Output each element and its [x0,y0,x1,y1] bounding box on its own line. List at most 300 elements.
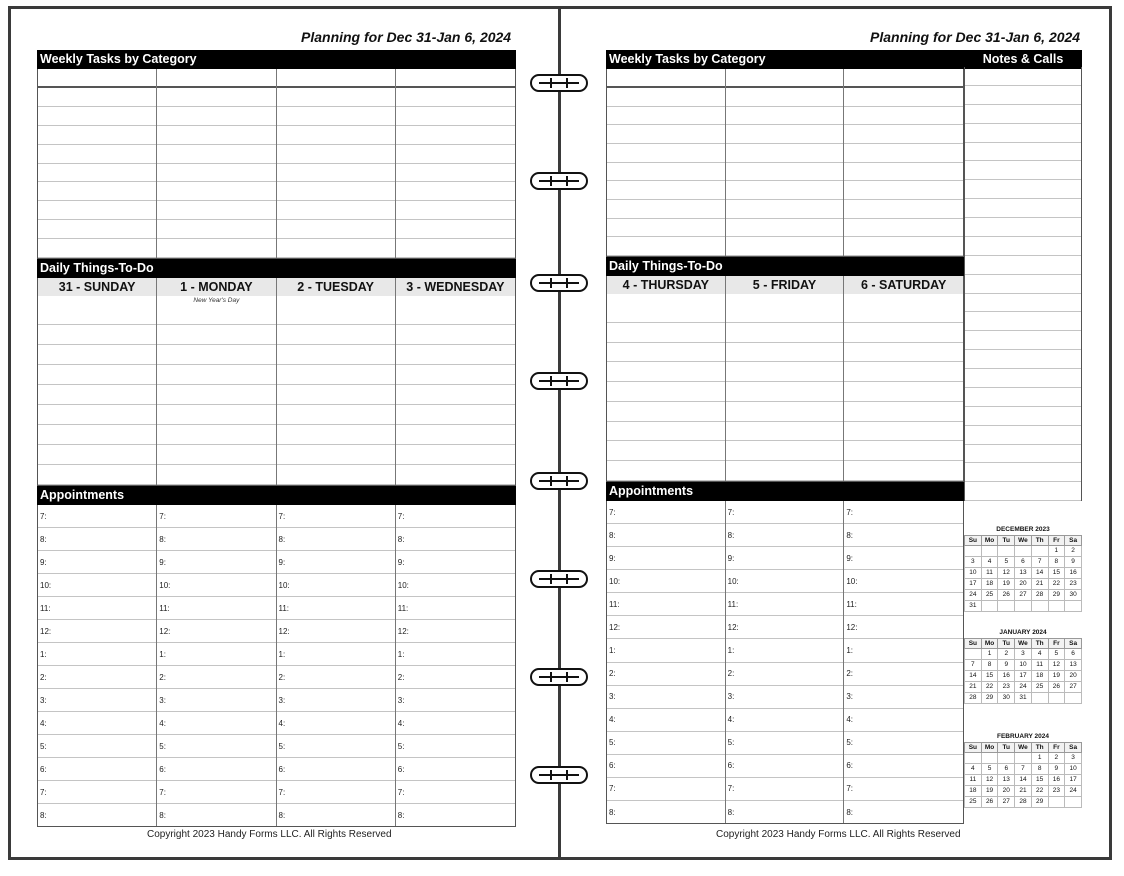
appointment-slot[interactable]: 8: [159,810,166,820]
task-line[interactable] [277,182,395,201]
task-line[interactable] [844,200,963,219]
appointment-slot[interactable]: 10: [157,574,275,597]
appointment-slot[interactable]: 12: [157,620,275,643]
calendar-day [1048,693,1065,704]
todo-line[interactable] [607,343,725,363]
appointment-slot[interactable]: 10: [277,574,395,597]
task-line[interactable] [277,88,395,107]
calendar-day [1065,693,1082,704]
task-line[interactable] [38,220,156,239]
todo-line[interactable] [726,382,844,402]
todo-line[interactable] [38,465,156,485]
calendar-day: 5 [1048,649,1065,660]
task-line[interactable] [157,88,275,107]
task-line[interactable] [607,125,725,144]
weekday-label: We [1015,743,1032,753]
calendar-day: 1 [981,649,998,660]
notes-line[interactable] [965,369,1081,388]
appointment-slot[interactable]: 8: [277,528,395,551]
appointment-slot[interactable]: 7: [396,781,515,804]
appointment-slot[interactable]: 3: [157,689,275,712]
notes-line[interactable] [965,407,1081,426]
appointment-slot[interactable]: 12: [844,616,963,639]
todo-line[interactable] [607,422,725,442]
binder-ring-icon [525,370,593,392]
notes-line[interactable] [965,388,1081,407]
task-line[interactable] [726,125,844,144]
task-line[interactable] [38,182,156,201]
todo-line[interactable] [607,461,725,481]
task-line[interactable] [396,88,515,107]
appointment-slot[interactable]: 2: [607,663,725,686]
task-line[interactable] [157,201,275,220]
calendar-day [1015,546,1032,557]
appointment-slot[interactable]: 10: [396,574,515,597]
appointment-slot[interactable]: 10: [38,574,156,597]
appointment-slot[interactable]: 2: [396,666,515,689]
todo-line[interactable] [38,425,156,445]
appointment-slot[interactable]: 1: [277,643,395,666]
appointment-slot[interactable]: 8: [726,524,844,547]
appointment-slot[interactable]: 9: [726,547,844,570]
task-line[interactable] [607,88,725,107]
todo-line[interactable] [726,441,844,461]
calendar-day: 29 [1031,797,1048,808]
task-line[interactable] [607,237,725,256]
appointment-slot[interactable]: 5: [726,732,844,755]
task-line[interactable] [844,163,963,182]
task-category-header[interactable] [844,69,963,88]
todo-line[interactable] [277,325,395,345]
appointment-slot[interactable]: 7: [277,781,395,804]
notes-line[interactable] [965,445,1081,464]
appointment-slot[interactable]: 6: [607,755,725,778]
appointment-slot[interactable]: 3: [396,689,515,712]
todo-line[interactable] [277,385,395,405]
appointment-slot[interactable]: 3: [38,689,156,712]
appointment-slot[interactable]: 2: [38,666,156,689]
appointment-slot[interactable]: 10: [607,570,725,593]
todo-line[interactable] [607,402,725,422]
task-line[interactable] [277,220,395,239]
todo-line[interactable] [396,425,515,445]
task-line[interactable] [277,107,395,126]
appointment-slot[interactable]: 11: [38,597,156,620]
task-line[interactable] [38,88,156,107]
task-column[interactable] [726,69,845,256]
task-line[interactable] [726,181,844,200]
task-line[interactable] [844,144,963,163]
notes-line[interactable] [965,86,1081,105]
appointment-slot[interactable]: 9: [157,551,275,574]
appointment-slot[interactable]: 8: [846,807,853,817]
notes-line[interactable] [965,463,1081,482]
appointment-slot[interactable]: 4: [607,709,725,732]
task-line[interactable] [396,126,515,145]
appointment-slot[interactable]: 4: [726,709,844,732]
notes-line[interactable] [965,161,1081,180]
notes-line[interactable] [965,143,1081,162]
appointment-slot[interactable]: 4: [277,712,395,735]
notes-line[interactable] [965,275,1081,294]
task-line[interactable] [38,145,156,164]
appointment-slot[interactable]: 10: [844,570,963,593]
calendar-day: 19 [998,579,1015,590]
appointment-slot[interactable]: 9: [38,551,156,574]
todo-line[interactable] [157,405,275,425]
appointment-slot[interactable]: 9: [277,551,395,574]
day-header: 6 - SATURDAY [844,276,963,294]
appointment-slot[interactable]: 1: [38,643,156,666]
task-line[interactable] [38,107,156,126]
task-category-header[interactable] [157,69,275,88]
appointment-slot[interactable]: 12: [277,620,395,643]
calendar-day: 19 [1048,671,1065,682]
task-category-header[interactable] [38,69,156,88]
appointment-slot[interactable]: 6: [157,758,275,781]
appointment-slot[interactable]: 4: [396,712,515,735]
notes-line[interactable] [965,180,1081,199]
task-line[interactable] [277,126,395,145]
todo-line[interactable] [38,305,156,325]
todo-line[interactable] [157,385,275,405]
left-daily-todo-bar: Daily Things-To-Do [37,259,516,278]
todo-line[interactable] [844,422,963,442]
task-line[interactable] [157,182,275,201]
appointment-slot[interactable]: 9: [396,551,515,574]
task-line[interactable] [726,219,844,238]
appointment-slot[interactable]: 7: [607,778,725,801]
todo-line[interactable] [844,402,963,422]
appointment-slot[interactable]: 8: [609,807,616,817]
task-column[interactable] [396,69,515,258]
appointment-slot[interactable]: 5: [157,735,275,758]
task-line[interactable] [726,88,844,107]
appointment-slot[interactable]: 3: [607,686,725,709]
task-category-header[interactable] [396,69,515,88]
appointment-slot[interactable]: 12: [726,616,844,639]
task-line[interactable] [844,237,963,256]
todo-line[interactable] [844,382,963,402]
appointment-slot[interactable]: 7: [157,505,275,528]
todo-line[interactable] [607,362,725,382]
todo-line[interactable] [396,465,515,485]
calendar-day: 9 [1065,557,1082,568]
binder-ring-icon [525,170,593,192]
todo-line[interactable] [157,365,275,385]
task-line[interactable] [607,144,725,163]
notes-line[interactable] [965,105,1081,124]
todo-line[interactable] [607,382,725,402]
task-line[interactable] [38,239,156,258]
appointment-slot[interactable]: 12: [607,616,725,639]
todo-line[interactable] [844,461,963,481]
task-column[interactable] [157,69,276,258]
appointment-slot[interactable]: 7: [726,778,844,801]
notes-line[interactable] [965,67,1081,86]
notes-line[interactable] [965,256,1081,275]
appointment-slot[interactable]: 7: [726,501,844,524]
appointment-slot[interactable]: 5: [38,735,156,758]
task-line[interactable] [157,145,275,164]
task-line[interactable] [396,201,515,220]
calendar-day: 7 [1015,764,1032,775]
appointment-slot[interactable]: 6: [726,755,844,778]
appointment-slot[interactable]: 7: [396,505,515,528]
calendar-day: 28 [965,693,982,704]
appointment-slot[interactable]: 7: [844,501,963,524]
task-line[interactable] [396,145,515,164]
task-line[interactable] [726,107,844,126]
appointment-slot[interactable]: 9: [607,547,725,570]
task-line[interactable] [157,126,275,145]
todo-line[interactable] [844,303,963,323]
todo-line[interactable] [396,365,515,385]
calendar-day: 11 [981,568,998,579]
appointment-slot[interactable]: 9: [844,547,963,570]
task-line[interactable] [157,107,275,126]
task-line[interactable] [396,220,515,239]
notes-line[interactable] [965,312,1081,331]
appointment-slot[interactable]: 8: [844,524,963,547]
appointment-slot[interactable]: 5: [277,735,395,758]
notes-calls-lines[interactable] [964,67,1082,501]
appointment-slot[interactable]: 8: [397,810,405,820]
binder-ring-icon [525,764,593,786]
task-line[interactable] [726,163,844,182]
task-line[interactable] [38,164,156,183]
calendar-day: 12 [1048,660,1065,671]
task-line[interactable] [726,237,844,256]
notes-line[interactable] [965,218,1081,237]
appointment-slot[interactable]: 11: [844,593,963,616]
calendar-day: 29 [1048,590,1065,601]
todo-line[interactable] [844,441,963,461]
appointment-slot[interactable]: 11: [157,597,275,620]
appointment-slot[interactable]: 3: [844,686,963,709]
task-line[interactable] [844,219,963,238]
todo-line[interactable] [607,441,725,461]
todo-line[interactable] [726,402,844,422]
notes-line[interactable] [965,237,1081,256]
todo-line[interactable] [396,345,515,365]
appointment-slot[interactable]: 11: [277,597,395,620]
todo-line[interactable] [277,365,395,385]
todo-line[interactable] [277,305,395,325]
appointment-slot[interactable]: 8: [278,810,286,820]
appointment-slot[interactable]: 8: [38,528,156,551]
calendar-day [981,546,998,557]
todo-line[interactable] [726,323,844,343]
todo-line[interactable] [726,461,844,481]
todo-line[interactable] [277,345,395,365]
task-column[interactable] [844,69,963,256]
task-line[interactable] [38,201,156,220]
appointment-slot[interactable]: 4: [844,709,963,732]
task-line[interactable] [607,219,725,238]
calendar-day: 6 [1015,557,1032,568]
task-column[interactable] [607,69,726,256]
calendar-day: 23 [1048,786,1065,797]
appointment-slot[interactable]: 8: [727,807,735,817]
task-line[interactable] [844,181,963,200]
task-line[interactable] [277,145,395,164]
todo-line[interactable] [157,305,275,325]
task-line[interactable] [844,107,963,126]
appointment-slot[interactable]: 7: [607,501,725,524]
day-column [157,278,276,485]
todo-line[interactable] [726,422,844,442]
task-line[interactable] [157,164,275,183]
todo-line[interactable] [844,362,963,382]
appointment-slot[interactable]: 8: [40,810,47,820]
task-line[interactable] [844,125,963,144]
appointment-slot[interactable]: 6: [38,758,156,781]
todo-line[interactable] [38,405,156,425]
task-line[interactable] [157,239,275,258]
appointment-slot[interactable]: 11: [607,593,725,616]
appointment-slot[interactable]: 12: [396,620,515,643]
todo-line[interactable] [277,465,395,485]
appointment-slot[interactable]: 8: [607,524,725,547]
calendar-day: 13 [998,775,1015,786]
task-line[interactable] [396,107,515,126]
appointment-slot[interactable]: 8: [157,528,275,551]
todo-line[interactable] [277,425,395,445]
appointment-slot[interactable]: 6: [277,758,395,781]
todo-line[interactable] [38,345,156,365]
todo-line[interactable] [38,365,156,385]
appointment-slot[interactable]: 7: [844,778,963,801]
appointment-slot[interactable]: 3: [277,689,395,712]
task-line[interactable] [38,126,156,145]
todo-line[interactable] [277,405,395,425]
appointment-slot[interactable]: 7: [277,505,395,528]
appointment-slot[interactable]: 1: [607,639,725,662]
task-line[interactable] [607,163,725,182]
todo-line[interactable] [396,385,515,405]
todo-line[interactable] [38,385,156,405]
task-line[interactable] [277,239,395,258]
task-line[interactable] [396,164,515,183]
left-weekly-tasks-grid[interactable] [37,69,516,259]
calendar-day: 9 [1048,764,1065,775]
todo-line[interactable] [157,445,275,465]
task-category-header[interactable] [726,69,844,88]
notes-line[interactable] [965,482,1081,501]
task-line[interactable] [277,164,395,183]
todo-line[interactable] [726,303,844,323]
todo-line[interactable] [607,323,725,343]
todo-line[interactable] [396,405,515,425]
task-line[interactable] [607,181,725,200]
appointment-slot[interactable]: 6: [396,758,515,781]
appointment-slot[interactable]: 2: [844,663,963,686]
appointment-slot[interactable]: 6: [844,755,963,778]
todo-line[interactable] [157,345,275,365]
calendar-day: 3 [1065,753,1082,764]
appointment-slot[interactable]: 8: [396,528,515,551]
appointment-slot[interactable]: 5: [396,735,515,758]
right-weekly-tasks-bar: Weekly Tasks by Category [606,50,1082,69]
task-line[interactable] [607,107,725,126]
appointment-slot[interactable]: 11: [726,593,844,616]
task-line[interactable] [607,200,725,219]
appointment-slot[interactable]: 3: [726,686,844,709]
task-column[interactable] [277,69,396,258]
appointment-slot[interactable]: 4: [38,712,156,735]
appointment-slot[interactable]: 11: [396,597,515,620]
todo-line[interactable] [844,343,963,363]
weekday-label: Tu [998,639,1015,649]
task-line[interactable] [277,201,395,220]
todo-line[interactable] [157,465,275,485]
appointment-slot[interactable]: 2: [726,663,844,686]
todo-line[interactable] [726,343,844,363]
right-weekly-tasks-grid[interactable] [606,69,964,257]
notes-line[interactable] [965,350,1081,369]
task-line[interactable] [726,144,844,163]
appointment-slot[interactable]: 1: [396,643,515,666]
appointment-slot[interactable]: 1: [844,639,963,662]
appointment-slot[interactable]: 1: [726,639,844,662]
task-line[interactable] [726,200,844,219]
task-category-header[interactable] [607,69,725,88]
calendar-day: 15 [1031,775,1048,786]
appointment-slot[interactable]: 2: [157,666,275,689]
todo-line[interactable] [157,425,275,445]
appointment-slot[interactable]: 4: [157,712,275,735]
todo-line[interactable] [607,303,725,323]
todo-line[interactable] [157,325,275,345]
notes-line[interactable] [965,426,1081,445]
task-line[interactable] [396,239,515,258]
task-line[interactable] [844,88,963,107]
todo-line[interactable] [844,323,963,343]
task-line[interactable] [396,182,515,201]
appointment-slot[interactable]: 12: [38,620,156,643]
holiday-note [607,294,725,303]
appointment-slot[interactable]: 7: [157,781,275,804]
appointment-slot[interactable]: 1: [157,643,275,666]
todo-line[interactable] [396,445,515,465]
appointment-slot[interactable]: 7: [38,505,156,528]
task-line[interactable] [157,220,275,239]
todo-line[interactable] [38,325,156,345]
todo-line[interactable] [277,445,395,465]
appointment-slot[interactable]: 5: [607,732,725,755]
appointment-slot[interactable]: 5: [844,732,963,755]
notes-line[interactable] [965,199,1081,218]
todo-line[interactable] [726,362,844,382]
right-copyright: Copyright 2023 Handy Forms LLC. All Rights Reserved [716,829,961,840]
calendar-day: 13 [1065,660,1082,671]
calendar-day: 24 [1015,682,1032,693]
todo-line[interactable] [38,445,156,465]
day-column [844,276,963,481]
todo-line[interactable] [396,305,515,325]
notes-line[interactable] [965,294,1081,313]
notes-line[interactable] [965,331,1081,350]
calendar-day: 2 [1065,546,1082,557]
task-category-header[interactable] [277,69,395,88]
task-column[interactable] [38,69,157,258]
appointment-slot[interactable]: 10: [726,570,844,593]
notes-line[interactable] [965,124,1081,143]
appointment-slot[interactable]: 2: [277,666,395,689]
appointment-slot[interactable]: 7: [38,781,156,804]
todo-line[interactable] [396,325,515,345]
